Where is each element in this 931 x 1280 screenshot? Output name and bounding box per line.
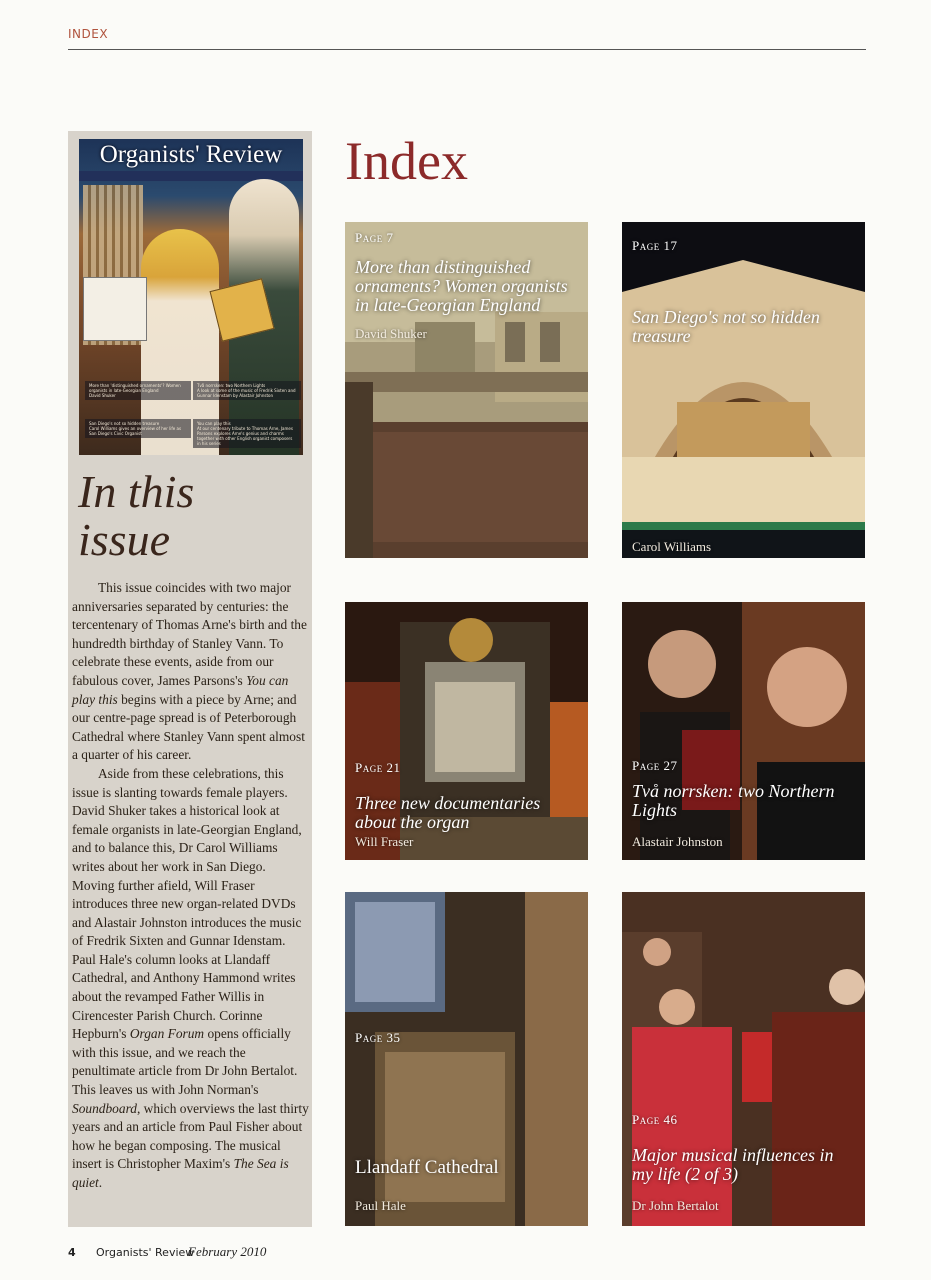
index-title: Index [345,131,468,191]
intro-paragraph [72,765,310,1193]
index-item[interactable]: Page 21 Three new documentaries about the organ Will Fraser [345,602,588,938]
text-run: , which overviews the last thirty years and an article from Paul Fisher about how he began composing. The musical insert is Christopher Maxim's [72,1100,309,1172]
publication-name: Organists' Review [96,1246,195,1259]
index-item[interactable]: Page 46 Major musical influences in my life (2 of 3) Dr John Bertalot [622,892,865,1228]
text-run: This issue coincides with two major anniversaries separated by centuries: the tercentenary of Thomas Arne's birth and the hundredth birthday of Stanley Vann. To celebrate these events, aside from our fabulous cover, James Parsons's [72,580,307,688]
index-item[interactable]: Page 27 Två norrsken: two Northern Lights Alastair Johnston [622,602,865,938]
magazine-cover-image [79,139,303,455]
header-rule [68,49,866,50]
page-number: 4 [68,1246,76,1259]
photo-spreckels-organ-pavilion [622,222,865,558]
intro-text [72,579,310,1193]
section-label: INDEX [68,27,109,41]
issue-date: February 2010 [188,1244,267,1259]
issue-heading: In this issue [78,466,195,565]
cover-teaser: San Diego's not so hidden treasure Carol Williams gives an overview of her life as San Diego's Civic Organist [85,419,191,438]
photo-two-composers [622,602,865,860]
intro-paragraph [72,579,310,765]
cover-teaser: You can play this At our centenary tribute to Thomas Arne, James Parsons explores Arne's genius and charms together with other English organist composers in his series [193,419,301,448]
italic-title: Organ Forum [129,1026,205,1042]
index-item[interactable]: Page 7 More than distinguished ornaments? Women organists in late-Georgian England David Shuker [345,222,588,558]
text-run: . [98,1175,103,1190]
text-run: Aside from these celebrations, this issue is slanting towards female players. David Shuker takes a historical look at female organists in late-Georgian England, and to balance this, Dr Carol Williams writes about her work in San Diego. Moving further afield, Will Fraser introduces three new organ-related DVDs and Alastair Johnston introduces the music of Fredrik Sixten and Gunnar Idenstam. Paul Hale's column looks at Llandaff Cathedral, and Anthony Hammond writes about the revamped Father Willis in Cirencester Parish Church. Corinne Hepburn's [72,765,302,1042]
italic-title: The Sea is quiet [72,1156,289,1190]
cover-teaser: Två norrsken: two Northern Lights A look at some of the music of Fredrik Sixten and Gunnar Idenstam by Alastair Johnston [193,381,301,400]
cover-music-score [83,277,147,341]
italic-title: Soundboard [72,1100,137,1116]
text-run: begins with a piece by Arne; and our centre-page spread is of Peterborough Cathedral where Stanley Vann spent almost a quarter of his career. [72,691,305,763]
index-item[interactable]: Page 17 San Diego's not so hidden treasure Carol Williams [622,222,865,558]
italic-title: You can play this [72,672,289,707]
cover-teaser: More than 'distinguished ornaments'? Women organists in late-Georgian England David Shuker [85,381,191,400]
text-run: opens officially with this issue, and we reach the penultimate article from Dr John Bertalot. This leaves us with John Norman's [72,1026,298,1098]
cover-masthead: Organists' Review [99,141,283,168]
index-item[interactable]: Page 35 Llandaff Cathedral Paul Hale [345,892,588,1228]
